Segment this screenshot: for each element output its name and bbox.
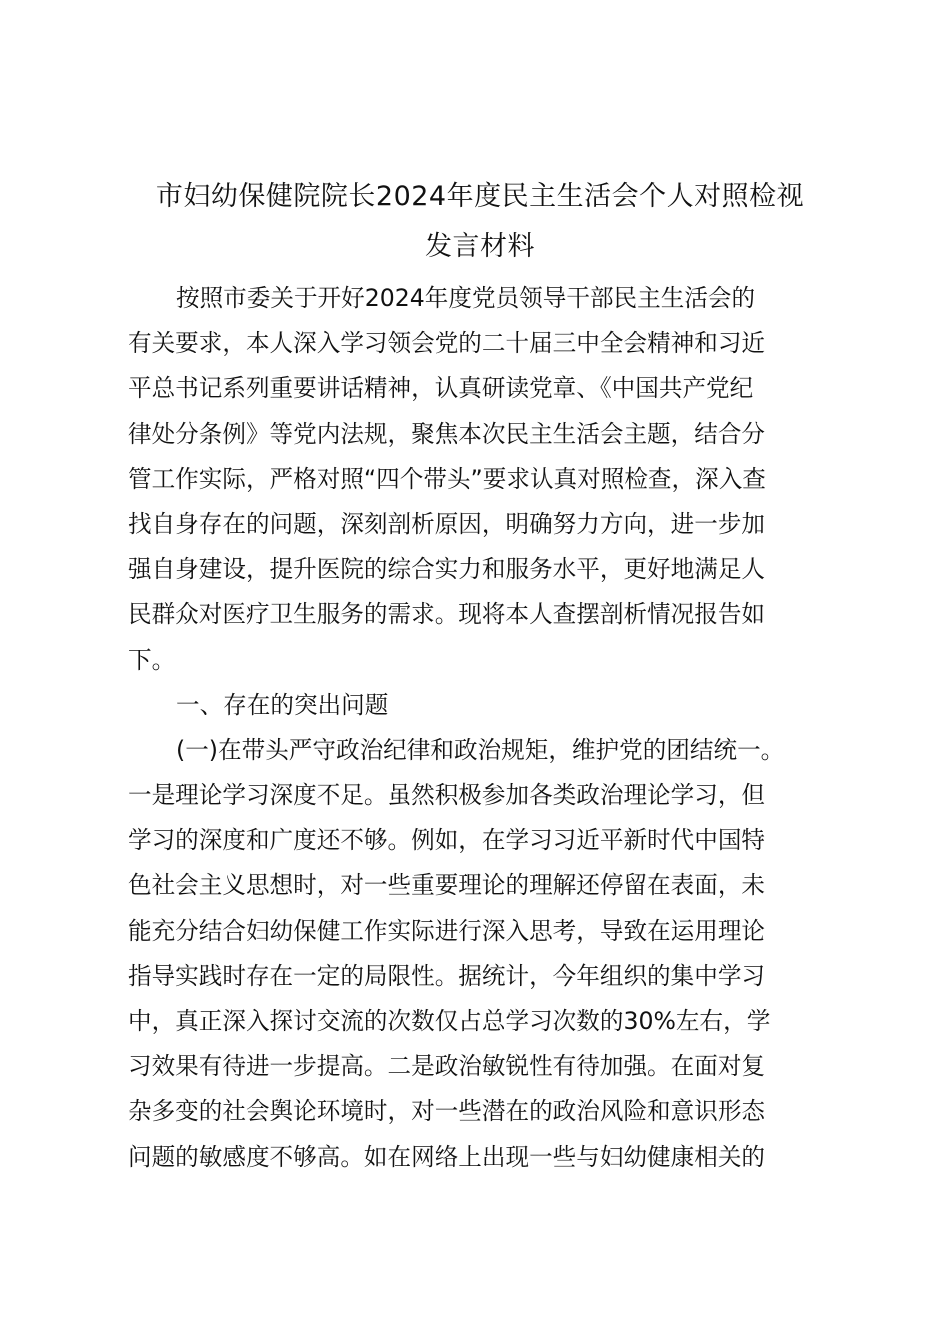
subsection-heading: (一)在带头严守政治纪律和政治规矩，维护党的团结统一。 [176, 735, 785, 764]
paragraph-line: 中，真正深入探讨交流的次数仅占总学习次数的30%左右，学 [128, 1007, 771, 1035]
paragraph-line: 找自身存在的问题，深刻剖析原因，明确努力方向，进一步加 [128, 509, 766, 538]
paragraph-line: 能充分结合妇幼保健工作实际进行深入思考，导致在运用理论 [128, 916, 766, 945]
paragraph-line: 色社会主义思想时，对一些重要理论的理解还停留在表面，未 [128, 871, 766, 900]
paragraph-line: 问题的敏感度不够高。如在网络上出现一些与妇幼健康相关的 [128, 1142, 766, 1171]
paragraph-line: 指导实践时存在一定的局限性。据统计，今年组织的集中学习 [128, 961, 766, 990]
paragraph-line: 有关要求，本人深入学习领会党的二十届三中全会精神和习近 [128, 329, 766, 358]
paragraph-line: 民群众对医疗卫生服务的需求。现将本人查摆剖析情况报告如 [128, 600, 766, 629]
paragraph-line: 习效果有待进一步提高。二是政治敏锐性有待加强。在面对复 [128, 1052, 766, 1081]
paragraph-line: 管工作实际，严格对照“四个带头”要求认真对照检查，深入查 [128, 464, 766, 493]
paragraph-line: 一是理论学习深度不足。虽然积极参加各类政治理论学习，但 [128, 781, 766, 810]
section-heading: 一、存在的突出问题 [176, 690, 389, 719]
paragraph-line: 强自身建设，提升医院的综合实力和服务水平，更好地满足人 [128, 555, 766, 584]
paragraph-line: 律处分条例》等党内法规，聚焦本次民主生活会主题，结合分 [128, 419, 766, 448]
paragraph-line: 按照市委关于开好2024年度党员领导干部民主生活会的 [176, 284, 756, 312]
paragraph-line: 杂多变的社会舆论环境时，对一些潜在的政治风险和意识形态 [128, 1097, 766, 1126]
title-line-2: 发言材料 [425, 231, 535, 262]
title-line-1: 市妇幼保健院院长2024年度民主生活会个人对照检视 [155, 181, 805, 212]
paragraph-line: 学习的深度和广度还不够。例如，在学习习近平新时代中国特 [128, 826, 766, 855]
paragraph-line: 平总书记系列重要讲话精神，认真研读党章、《中国共产党纪 [128, 374, 754, 403]
document-body [128, 276, 828, 1180]
paragraph-line: 下。 [128, 645, 176, 674]
document-title [120, 172, 840, 272]
